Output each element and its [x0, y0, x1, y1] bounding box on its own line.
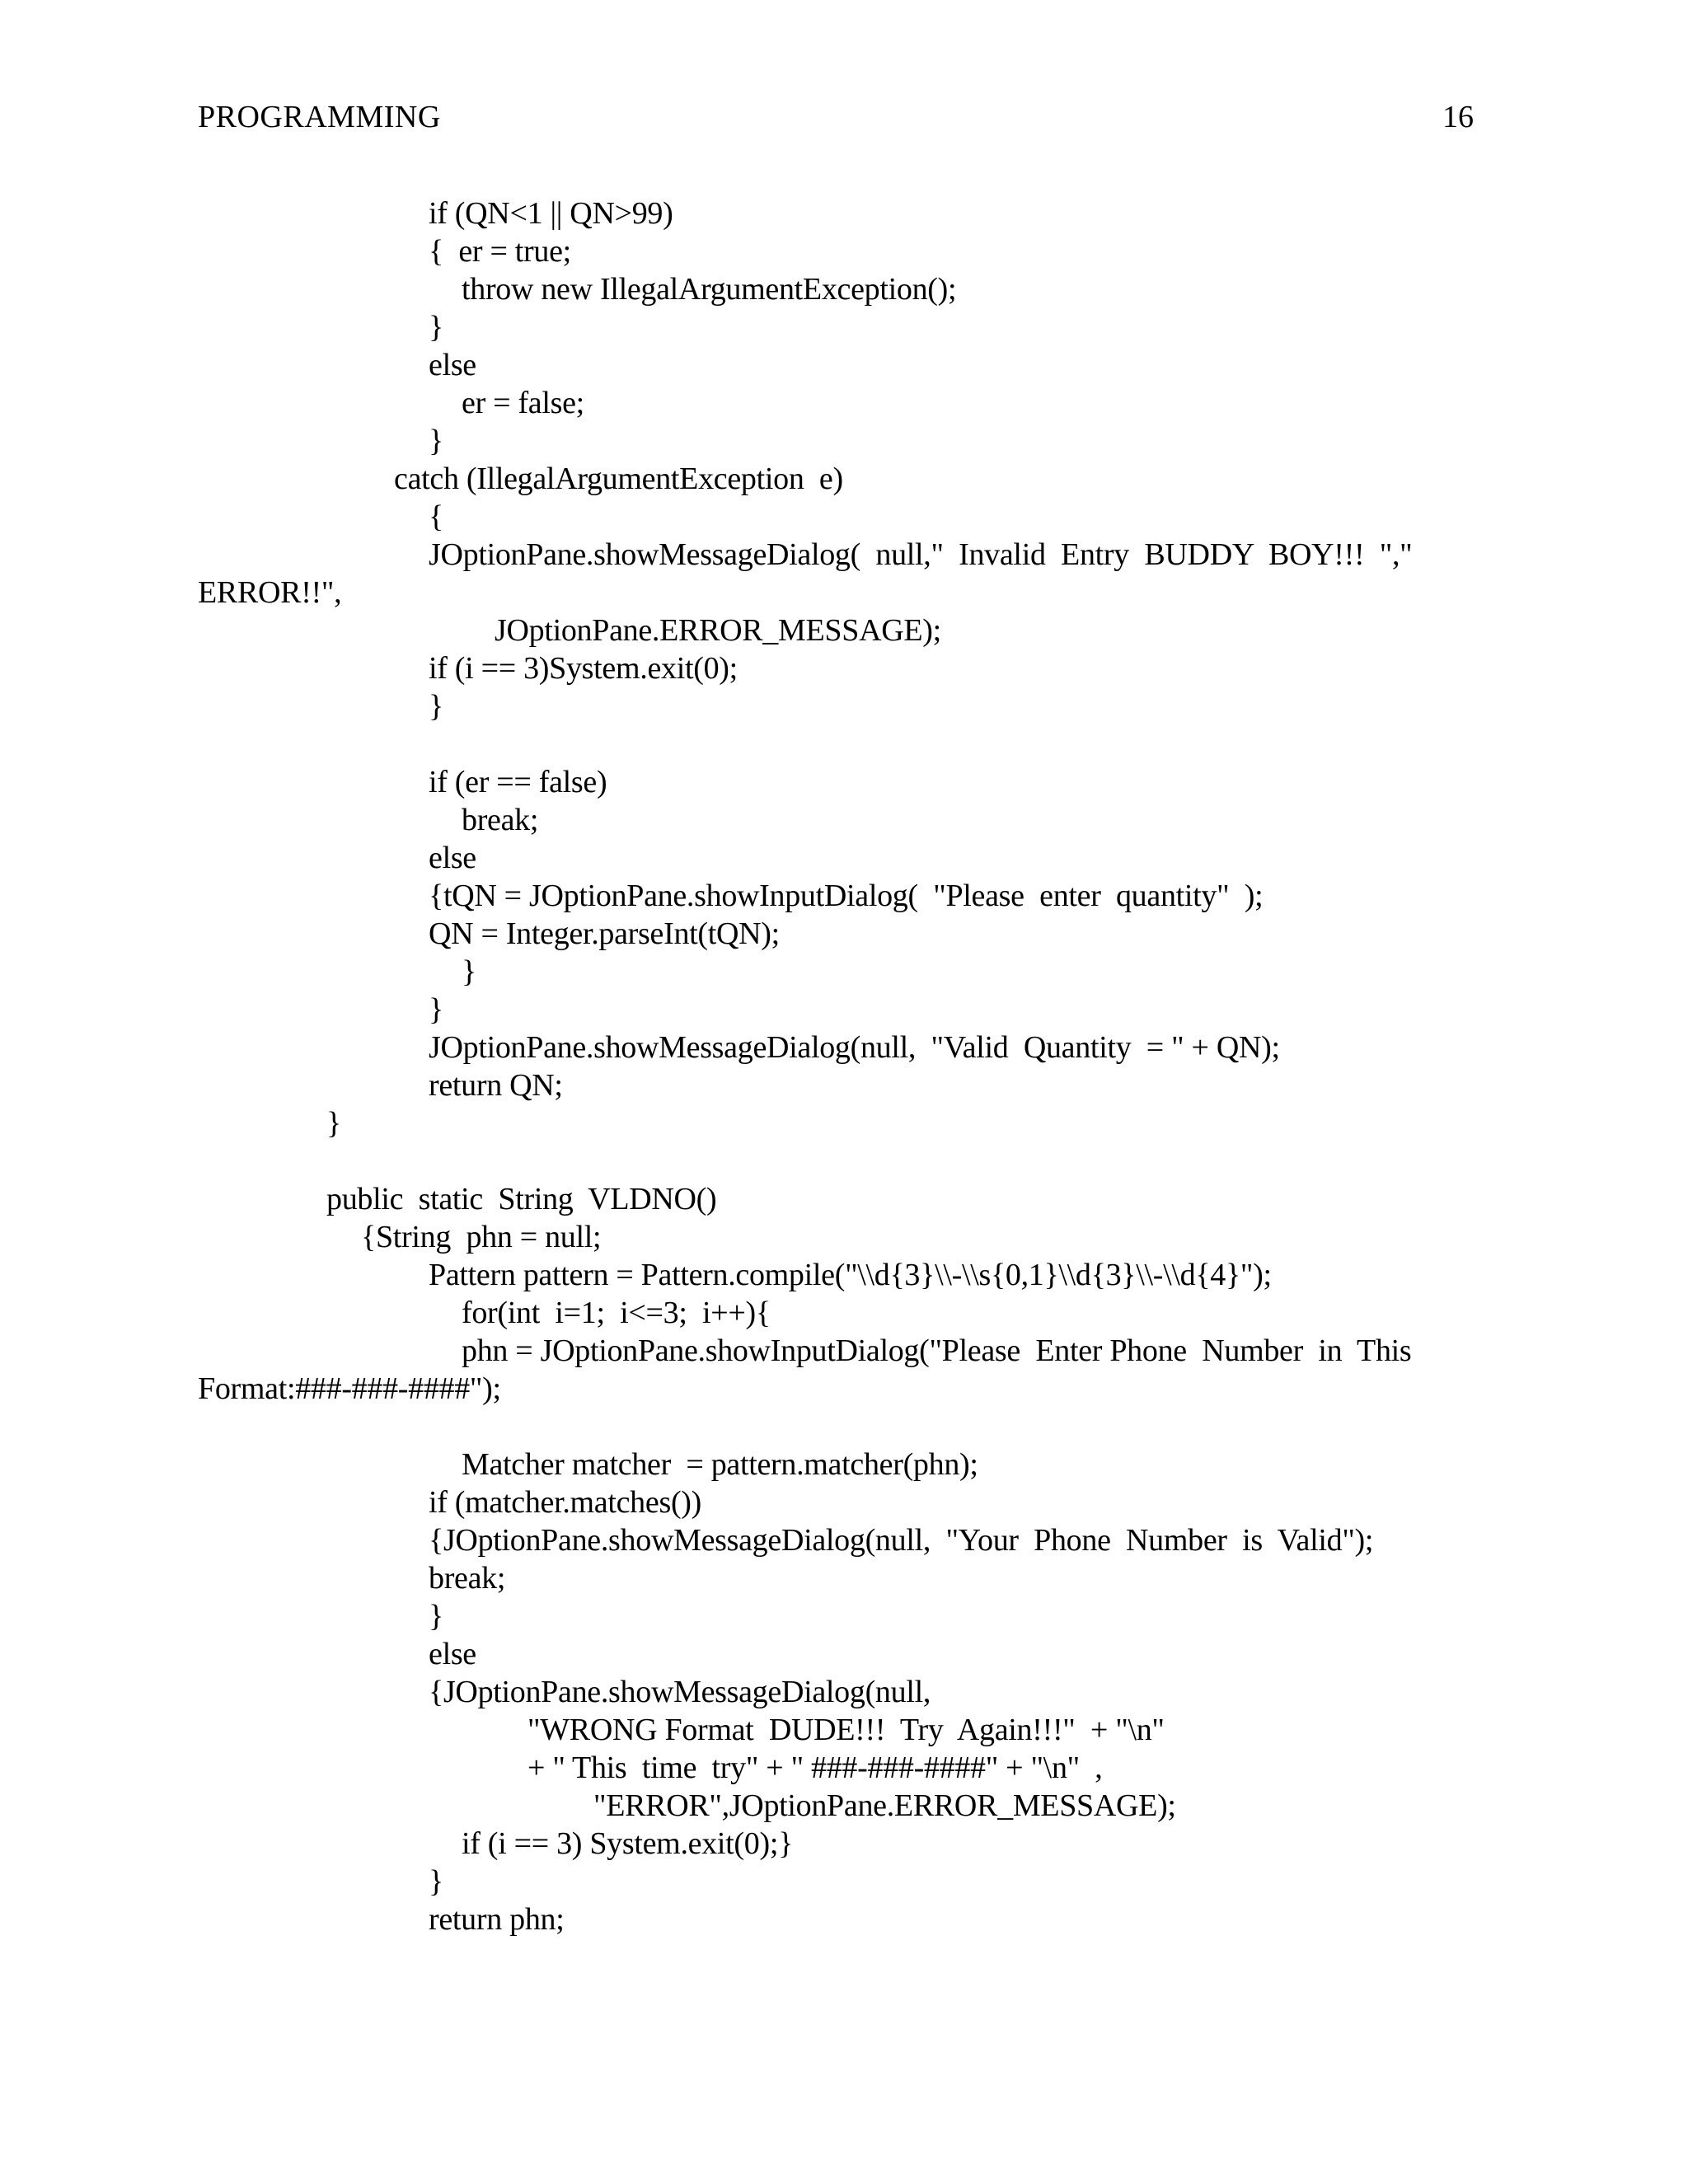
- code-line: else: [429, 841, 476, 875]
- code-line: "ERROR",JOptionPane.ERROR_MESSAGE);: [593, 1788, 1176, 1823]
- code-line: {: [429, 499, 443, 534]
- code-line: + " This time try" + " ###-###-####" + "\n" ,: [528, 1750, 1103, 1785]
- code-listing: [198, 194, 1500, 1938]
- code-line: }: [429, 992, 443, 1027]
- code-line: JOptionPane.showMessageDialog(null, "Valid Quantity = " + QN);: [429, 1030, 1280, 1065]
- code-line: {JOptionPane.showMessageDialog(null,: [429, 1675, 931, 1709]
- code-line: }: [462, 954, 476, 989]
- code-line: if (QN<1 || QN>99): [429, 196, 673, 231]
- code-line: ERROR!!",: [198, 575, 342, 610]
- code-line: }: [429, 1864, 443, 1899]
- code-line: [198, 1408, 1500, 1446]
- code-line: throw new IllegalArgumentException();: [462, 272, 957, 307]
- code-line: "WRONG Format DUDE!!! Try Again!!!" + "\n": [528, 1713, 1165, 1747]
- running-head-title: PROGRAMMING: [198, 100, 441, 134]
- code-line: Matcher matcher = pattern.matcher(phn);: [462, 1447, 978, 1482]
- code-line: {JOptionPane.showMessageDialog(null, "Your Phone Number is Valid");: [429, 1523, 1374, 1558]
- code-line: if (i == 3)System.exit(0);: [429, 651, 738, 686]
- page-number: 16: [1442, 100, 1474, 134]
- code-line: catch (IllegalArgumentException e): [394, 462, 843, 496]
- code-line: {tQN = JOptionPane.showInputDialog( "Please enter quantity" );: [429, 879, 1264, 913]
- code-line: for(int i=1; i<=3; i++){: [462, 1296, 771, 1330]
- code-line: break;: [429, 1561, 506, 1596]
- code-line: return QN;: [429, 1068, 563, 1103]
- code-line: return phn;: [429, 1902, 565, 1937]
- code-line: else: [429, 348, 476, 382]
- code-line: Pattern pattern = Pattern.compile("\\d{3}\\-\\s{0,1}\\d{3}\\-\\d{4}");: [429, 1258, 1272, 1292]
- code-line: }: [429, 689, 443, 724]
- code-line: }: [429, 310, 443, 344]
- code-line: { er = true;: [429, 234, 571, 269]
- code-line: if (er == false): [429, 765, 607, 799]
- code-line: JOptionPane.ERROR_MESSAGE);: [495, 613, 941, 648]
- code-line: {String phn = null;: [361, 1220, 602, 1254]
- code-line: break;: [462, 803, 539, 837]
- code-line: phn = JOptionPane.showInputDialog("Please Enter Phone Number in This: [462, 1333, 1412, 1368]
- code-line: QN = Integer.parseInt(tQN);: [429, 916, 780, 951]
- code-line: }: [429, 424, 443, 458]
- code-line: public static String VLDNO(): [326, 1182, 717, 1216]
- code-line: Format:###-###-####");: [198, 1371, 501, 1406]
- code-line: JOptionPane.showMessageDialog( null," Invalid Entry BUDDY BOY!!! ",": [429, 537, 1413, 572]
- code-line: if (matcher.matches()): [429, 1485, 702, 1520]
- code-line: [198, 725, 1500, 763]
- code-line: [198, 1142, 1500, 1180]
- code-line: }: [326, 1106, 341, 1141]
- code-line: if (i == 3) System.exit(0);}: [462, 1826, 794, 1861]
- code-line: }: [429, 1599, 443, 1633]
- code-line: else: [429, 1637, 476, 1671]
- code-line: er = false;: [462, 386, 584, 420]
